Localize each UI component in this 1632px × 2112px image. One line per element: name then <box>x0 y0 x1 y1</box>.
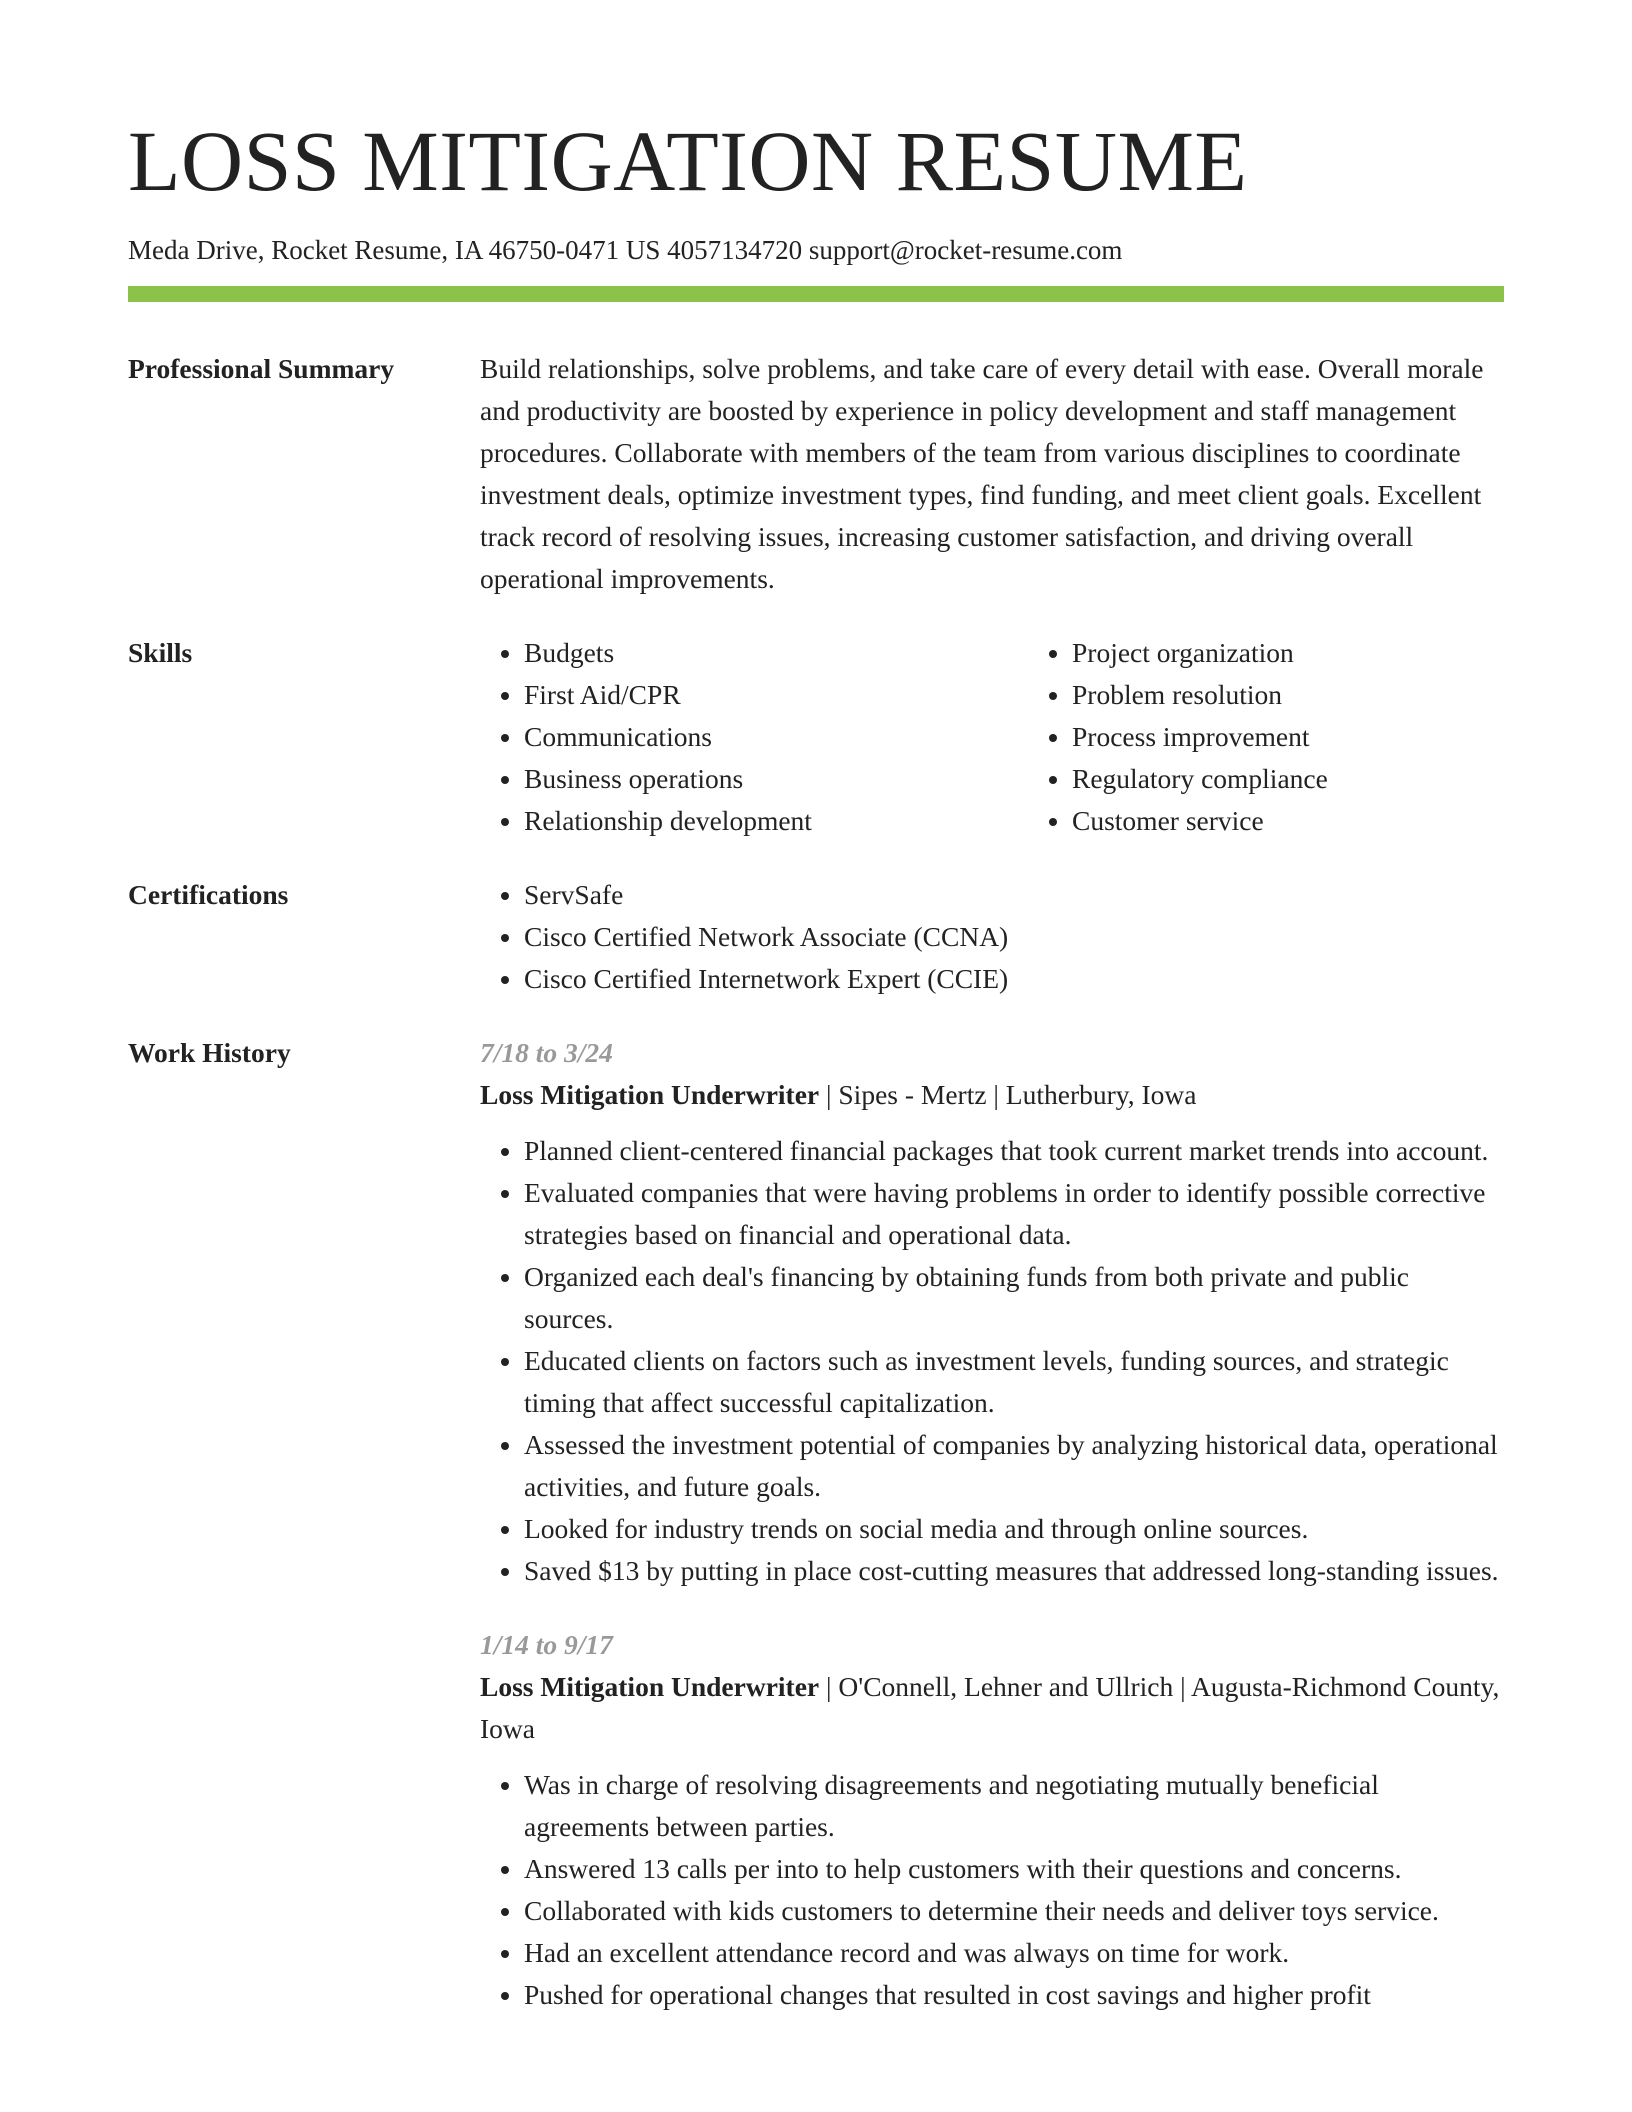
job-bullets <box>480 1764 1504 2016</box>
resume-title: LOSS MITIGATION RESUME <box>128 113 1248 209</box>
certification-item: • Cisco Certified Network Associate (CCNA) <box>524 916 1504 958</box>
job-bullets <box>480 1130 1504 1592</box>
section-label: Skills <box>128 637 193 668</box>
skills-list-right <box>1028 632 1576 842</box>
job-title: Loss Mitigation Underwriter <box>480 1079 820 1110</box>
skill-item: • Communications <box>524 716 1028 758</box>
skill-item: • Business operations <box>524 758 1028 800</box>
header-divider <box>128 286 1504 302</box>
job-dates: 7/18 to 3/24 <box>480 1037 613 1068</box>
job-bullet: • Evaluated companies that were having problems in order to identify possible corrective strategies based on financial and operational data. <box>524 1172 1504 1256</box>
job-bullet: • Educated clients on factors such as investment levels, funding sources, and strategic timing that affect successful capitalization. <box>524 1340 1504 1424</box>
skill-item: • Budgets <box>524 632 1028 674</box>
certification-item: • Cisco Certified Internetwork Expert (CCIE) <box>524 958 1504 1000</box>
job-heading <box>480 1074 1504 1116</box>
skill-item: • Customer service <box>1072 800 1576 842</box>
section-label: Certifications <box>128 879 289 910</box>
job-bullet: • Collaborated with kids customers to determine their needs and deliver toys service. <box>524 1890 1504 1932</box>
section-label: Professional Summary <box>128 353 395 384</box>
skills-section <box>128 632 1504 842</box>
job-details: | O'Connell, Lehner and Ullrich | Augusta-Richmond County, Iowa <box>480 1671 1500 1744</box>
section-label: Work History <box>128 1037 291 1068</box>
skills-list-left <box>480 632 1028 842</box>
job-bullet: • Pushed for operational changes that resulted in cost savings and higher profit <box>524 1974 1504 2016</box>
resume-content <box>128 348 1504 2080</box>
job-heading <box>480 1666 1504 1750</box>
job-dates: 1/14 to 9/17 <box>480 1629 613 1660</box>
job-bullet: • Saved $13 by putting in place cost-cutting measures that addressed long-standing issues. <box>524 1550 1504 1592</box>
job-details: | Sipes - Mertz | Lutherbury, Iowa <box>819 1079 1197 1110</box>
job-bullet: • Had an excellent attendance record and was always on time for work. <box>524 1932 1504 1974</box>
skill-item: • Project organization <box>1072 632 1576 674</box>
skill-item: • Problem resolution <box>1072 674 1576 716</box>
certifications-section <box>128 874 1504 1000</box>
job-bullet: • Assessed the investment potential of companies by analyzing historical data, operational activities, and future goals. <box>524 1424 1504 1508</box>
skill-item: • Relationship development <box>524 800 1028 842</box>
job-bullet: • Looked for industry trends on social media and through online sources. <box>524 1508 1504 1550</box>
contact-line: Meda Drive, Rocket Resume, IA 46750-0471 US 4057134720 support@rocket-resume.com <box>128 235 1123 265</box>
job-entry <box>480 1624 1504 2016</box>
job-bullet: • Was in charge of resolving disagreements and negotiating mutually beneficial agreements between parties. <box>524 1764 1504 1848</box>
skill-item: • Regulatory compliance <box>1072 758 1576 800</box>
certification-item: • ServSafe <box>524 874 1504 916</box>
job-bullet: • Organized each deal's financing by obtaining funds from both private and public sources. <box>524 1256 1504 1340</box>
job-bullet: • Answered 13 calls per into to help customers with their questions and concerns. <box>524 1848 1504 1890</box>
summary-section <box>128 348 1504 600</box>
certifications-list <box>480 874 1504 1000</box>
skill-item: • First Aid/CPR <box>524 674 1028 716</box>
skill-item: • Process improvement <box>1072 716 1576 758</box>
job-entry <box>480 1032 1504 1592</box>
job-title: Loss Mitigation Underwriter <box>480 1671 820 1702</box>
summary-text: Build relationships, solve problems, and take care of every detail with ease. Overall morale and productivity are boosted by experience in policy development and staff management procedures. Collaborate with members of the team from various disciplines to coordinate investment deals, optimize investment types, find funding, and meet client goals. Excellent track record of resolving issues, increasing customer satisfaction, and driving overall operational improvements. <box>480 353 1484 594</box>
job-bullet: • Planned client-centered financial packages that took current market trends into account. <box>524 1130 1504 1172</box>
work-history-section <box>128 1032 1504 2048</box>
